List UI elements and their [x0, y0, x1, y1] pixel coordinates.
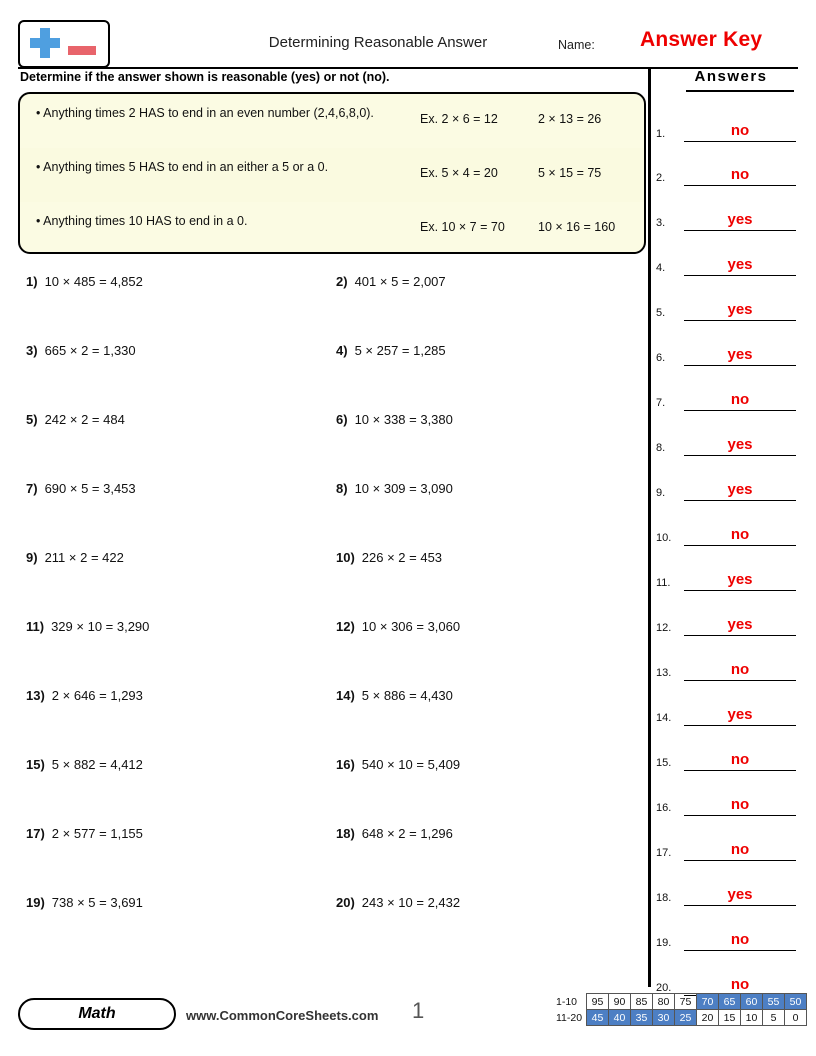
score-cell: 90: [609, 994, 631, 1010]
answer-value: yes: [727, 706, 753, 723]
problem-number: 13): [26, 688, 45, 703]
problem-item: [26, 550, 124, 565]
score-cell: 80: [653, 994, 675, 1010]
problem-text: 226 × 2 = 453: [361, 550, 443, 565]
help-row: [20, 94, 644, 148]
help-example-1: Ex. 2 × 6 = 12: [420, 112, 498, 126]
score-row-label: 11-20: [556, 1011, 583, 1024]
problem-item: [26, 619, 149, 634]
score-cell: 35: [631, 1010, 653, 1026]
problem-item: [26, 895, 143, 910]
answer-value: no: [730, 841, 750, 858]
score-cell: 60: [741, 994, 763, 1010]
help-example-2: 10 × 16 = 160: [538, 220, 616, 234]
answer-index: 17.: [656, 847, 672, 859]
minus-icon: [68, 46, 96, 55]
score-cell: 40: [609, 1010, 631, 1026]
problem-text: 10 × 485 = 4,852: [44, 274, 143, 289]
score-cell: 10: [741, 1010, 763, 1026]
problem-text: 690 × 5 = 3,453: [44, 481, 136, 496]
answer-value: yes: [727, 616, 753, 633]
answer-value: yes: [727, 571, 753, 588]
score-cell: 30: [653, 1010, 675, 1026]
problem-text: 738 × 5 = 3,691: [51, 895, 143, 910]
score-cell: 15: [719, 1010, 741, 1026]
problem-number: 17): [26, 826, 45, 841]
answer-row: [656, 142, 802, 186]
help-rule-text: • Anything times 10 HAS to end in a 0.: [36, 214, 248, 228]
answer-line: [684, 680, 796, 682]
answer-row: [656, 367, 802, 411]
help-box: [18, 92, 646, 254]
problem-text: 5 × 257 = 1,285: [354, 343, 446, 358]
problem-number: 11): [26, 619, 45, 634]
answer-line: [684, 500, 796, 502]
score-cell: 0: [785, 1010, 807, 1026]
problem-text: 5 × 886 = 4,430: [361, 688, 453, 703]
answer-line: [684, 635, 796, 637]
answer-line: [684, 590, 796, 592]
score-cell: 25: [675, 1010, 697, 1026]
problem-item: [26, 826, 143, 841]
help-example-2: 2 × 13 = 26: [538, 112, 602, 126]
problem-item: [336, 412, 453, 427]
help-example-2: 5 × 15 = 75: [538, 166, 602, 180]
problem-number: 12): [336, 619, 355, 634]
answer-line: [684, 950, 796, 952]
answer-value: no: [730, 751, 750, 768]
problem-item: [26, 343, 136, 358]
problem-number: 20): [336, 895, 355, 910]
problem-text: 10 × 309 = 3,090: [354, 481, 453, 496]
problem-list: [18, 262, 646, 952]
answer-value: no: [730, 166, 750, 183]
answer-index: 6.: [656, 352, 666, 364]
problem-item: [26, 274, 143, 289]
problem-number: 2): [336, 274, 348, 289]
help-row: [20, 202, 644, 256]
answer-value: yes: [727, 436, 753, 453]
problem-text: 5 × 882 = 4,412: [51, 757, 143, 772]
answer-index: 14.: [656, 712, 672, 724]
answer-line: [684, 905, 796, 907]
score-row-label: 1-10: [556, 995, 578, 1008]
answer-index: 18.: [656, 892, 672, 904]
problem-number: 18): [336, 826, 355, 841]
instruction-text: Determine if the answer shown is reasonable (yes) or not (no).: [20, 70, 390, 84]
problem-number: 14): [336, 688, 355, 703]
answer-index: 10.: [656, 532, 672, 544]
answer-line: [684, 185, 796, 187]
problem-item: [26, 688, 143, 703]
problem-text: 242 × 2 = 484: [44, 412, 125, 427]
answer-line: [684, 455, 796, 457]
answer-index: 7.: [656, 397, 666, 409]
answer-line: [684, 320, 796, 322]
problem-text: 2 × 577 = 1,155: [51, 826, 143, 841]
answer-row: [656, 457, 802, 501]
answer-row: [656, 817, 802, 861]
problem-number: 16): [336, 757, 355, 772]
answer-value: no: [730, 796, 750, 813]
problem-number: 4): [336, 343, 348, 358]
problem-text: 10 × 338 = 3,380: [354, 412, 453, 427]
answer-index: 13.: [656, 667, 672, 679]
problem-item: [336, 550, 442, 565]
answer-row: [656, 322, 802, 366]
score-cell: 75: [675, 994, 697, 1010]
score-cell: 95: [587, 994, 609, 1010]
answer-row: [656, 187, 802, 231]
score-cell: 70: [697, 994, 719, 1010]
answer-index: 4.: [656, 262, 666, 274]
answer-value: yes: [727, 211, 753, 228]
subject-badge: [18, 998, 176, 1030]
score-cell: 50: [785, 994, 807, 1010]
problem-item: [336, 826, 453, 841]
answer-index: 11.: [656, 577, 671, 589]
page-header: [18, 20, 798, 64]
answer-row: [656, 592, 802, 636]
answer-value: no: [730, 122, 750, 139]
problem-text: 243 × 10 = 2,432: [361, 895, 461, 910]
score-row-1: [556, 994, 807, 1010]
answer-index: 15.: [656, 757, 672, 769]
problem-number: 1): [26, 274, 38, 289]
answer-row: [656, 637, 802, 681]
answers-header: Answers: [694, 68, 768, 85]
problem-number: 9): [26, 550, 38, 565]
answer-row: [656, 232, 802, 276]
page-title: Determining Reasonable Answer: [268, 34, 488, 51]
subject-label: Math: [78, 1005, 116, 1022]
answer-value: no: [730, 391, 750, 408]
page-number: 1: [412, 998, 425, 1023]
score-cell: 5: [763, 1010, 785, 1026]
problem-text: 10 × 306 = 3,060: [361, 619, 461, 634]
problem-number: 15): [26, 757, 45, 772]
answer-value: yes: [727, 481, 753, 498]
answer-index: 3.: [656, 217, 666, 229]
answer-line: [684, 365, 796, 367]
answer-line: [684, 275, 796, 277]
answer-value: yes: [727, 301, 753, 318]
answer-line: [684, 815, 796, 817]
score-row-2: [556, 1010, 807, 1026]
answer-value: no: [730, 931, 750, 948]
answer-value: yes: [727, 256, 753, 273]
answer-row: [656, 727, 802, 771]
answer-index: 16.: [656, 802, 672, 814]
answer-line: [684, 410, 796, 412]
problem-text: 401 × 5 = 2,007: [354, 274, 446, 289]
answer-row: [656, 98, 802, 142]
problem-text: 648 × 2 = 1,296: [361, 826, 453, 841]
problem-number: 3): [26, 343, 38, 358]
answer-row: [656, 547, 802, 591]
answer-value: no: [730, 661, 750, 678]
answer-line: [684, 860, 796, 862]
answer-row: [656, 502, 802, 546]
problem-text: 211 × 2 = 422: [44, 550, 124, 565]
problem-item: [26, 412, 125, 427]
answer-value: no: [730, 526, 750, 543]
answer-index: 19.: [656, 937, 672, 949]
answer-row: [656, 412, 802, 456]
name-label: Name:: [558, 38, 595, 52]
score-cell: 85: [631, 994, 653, 1010]
help-example-1: Ex. 10 × 7 = 70: [420, 220, 505, 234]
answer-index: 1.: [656, 128, 666, 140]
answer-index: 2.: [656, 172, 666, 184]
answer-line: [684, 230, 796, 232]
answer-line: [684, 545, 796, 547]
answer-row: [656, 682, 802, 726]
answer-row: [656, 862, 802, 906]
commoncoresheets-logo: [18, 20, 110, 68]
answer-index: 20.: [656, 982, 672, 994]
site-url: www.CommonCoreSheets.com: [186, 1008, 379, 1023]
answer-value: yes: [727, 346, 753, 363]
problem-number: 7): [26, 481, 38, 496]
answer-index: 5.: [656, 307, 666, 319]
score-cell: 65: [719, 994, 741, 1010]
score-table: [556, 993, 807, 1026]
problem-item: [336, 274, 446, 289]
score-cell: 45: [587, 1010, 609, 1026]
answer-row: [656, 952, 802, 996]
answer-key-badge: Answer Key: [640, 28, 763, 51]
problem-item: [336, 895, 460, 910]
plus-icon: [30, 28, 60, 58]
problem-number: 8): [336, 481, 348, 496]
problem-item: [336, 757, 460, 772]
problem-text: 329 × 10 = 3,290: [51, 619, 150, 634]
problem-number: 19): [26, 895, 45, 910]
problem-number: 5): [26, 412, 38, 427]
problem-number: 10): [336, 550, 355, 565]
problem-item: [336, 619, 460, 634]
answers-header-underline: [686, 90, 794, 92]
problem-item: [26, 481, 136, 496]
problem-number: 6): [336, 412, 348, 427]
vertical-divider: [648, 67, 651, 987]
help-rule-text: • Anything times 2 HAS to end in an even number (2,4,6,8,0).: [36, 106, 374, 120]
score-cell: 20: [697, 1010, 719, 1026]
answer-row: [656, 772, 802, 816]
help-example-1: Ex. 5 × 4 = 20: [420, 166, 498, 180]
help-row: [20, 148, 644, 202]
problem-text: 665 × 2 = 1,330: [44, 343, 136, 358]
answer-line: [684, 770, 796, 772]
help-rule-text: • Anything times 5 HAS to end in an either a 5 or a 0.: [36, 160, 329, 174]
problem-text: 2 × 646 = 1,293: [51, 688, 143, 703]
problem-text: 540 × 10 = 5,409: [361, 757, 461, 772]
problem-item: [26, 757, 143, 772]
answer-index: 8.: [656, 442, 666, 454]
answer-row: [656, 277, 802, 321]
answer-index: 12.: [656, 622, 672, 634]
score-cell: 55: [763, 994, 785, 1010]
answer-value: no: [730, 976, 750, 993]
problem-item: [336, 688, 453, 703]
problem-item: [336, 343, 446, 358]
answer-index: 9.: [656, 487, 666, 499]
problem-item: [336, 481, 453, 496]
answer-value: yes: [727, 886, 753, 903]
answer-row: [656, 907, 802, 951]
answer-line: [684, 725, 796, 727]
